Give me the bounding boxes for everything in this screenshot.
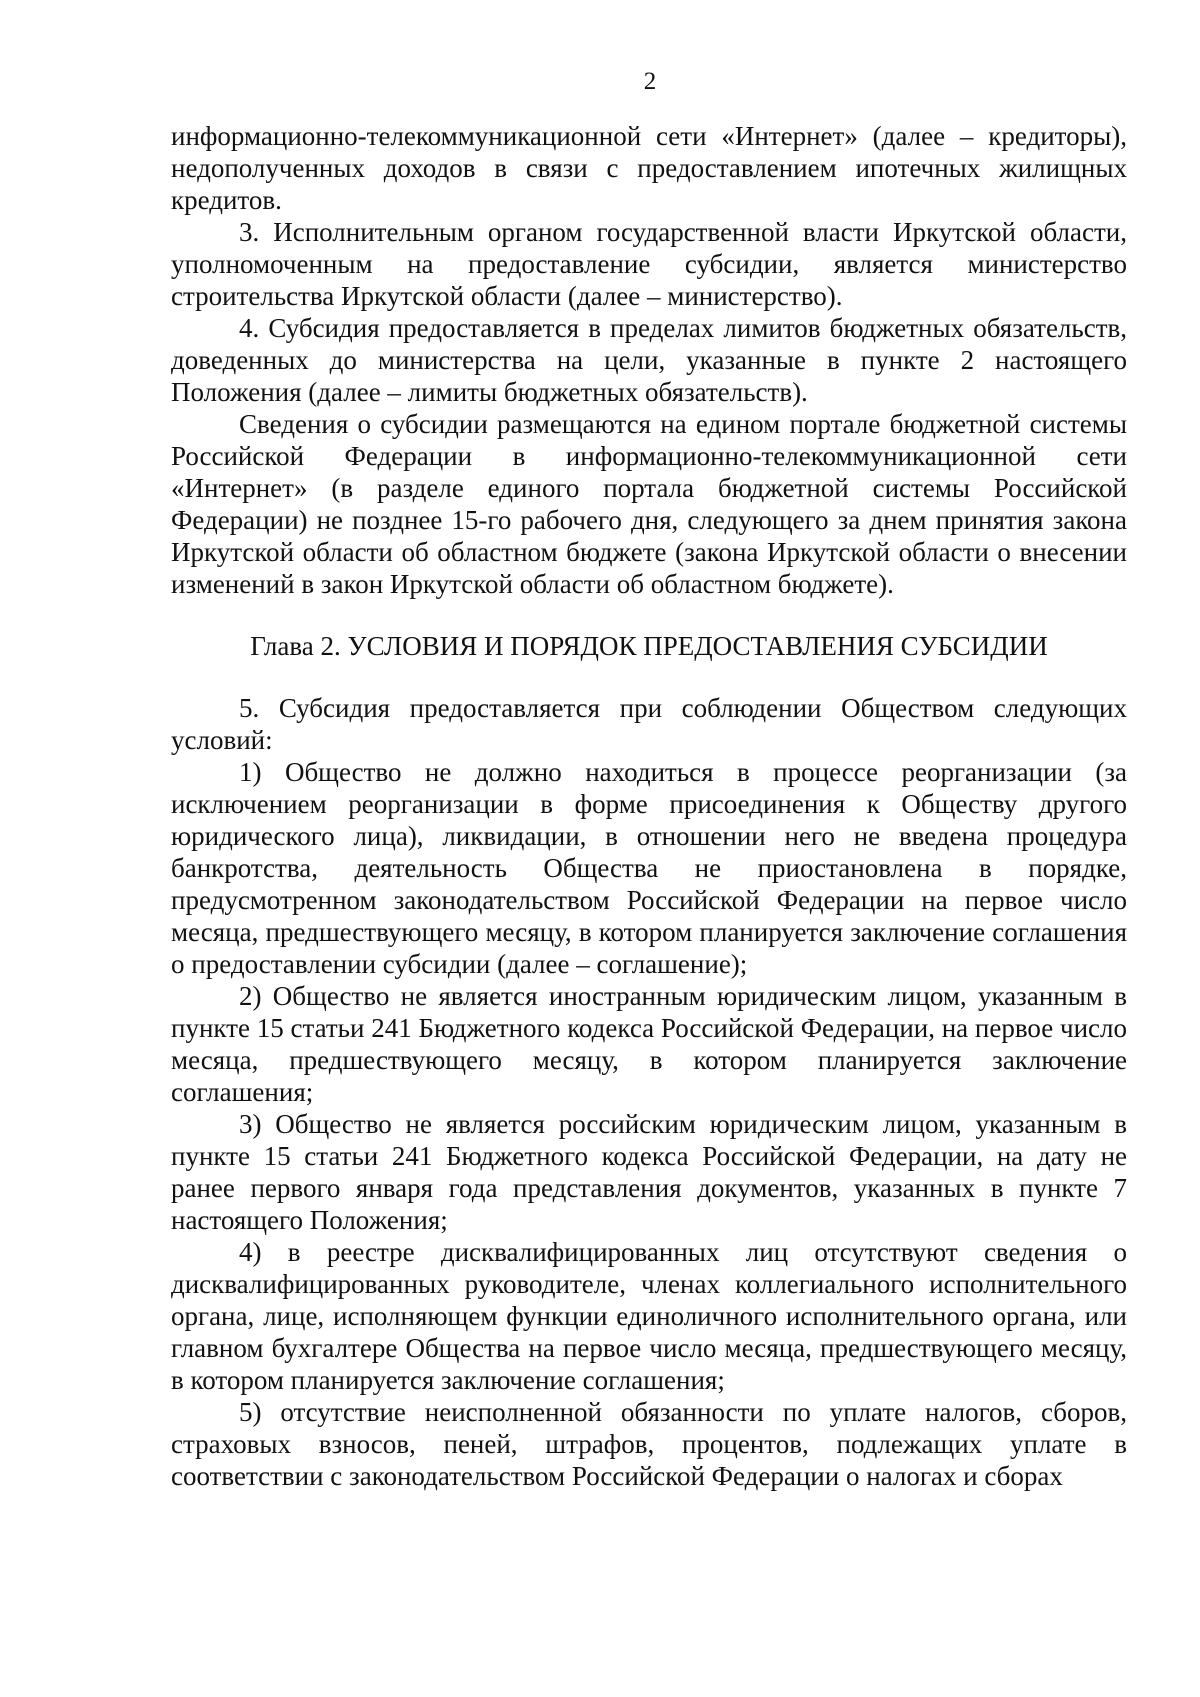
paragraph-condition-3: 3) Общество не является российским юридическим лицом, указанным в пункте 15 статьи 241 Бюджетного кодекса Российской Федерации, на дату не ранее первого января года представления документов, указанных в пункте 7 настоящего Положения;	[171, 1109, 1127, 1235]
paragraph-condition-5: 5) отсутствие неисполненной обязанности по уплате налогов, сборов, страховых взносов, пеней, штрафов, процентов, подлежащих уплате в соответствии с законодательством Российской Федерации о налогах и сборах	[171, 1397, 1127, 1491]
page-number: 2	[643, 68, 657, 95]
paragraph-item-5: 5. Субсидия предоставляется при соблюдении Обществом следующих условий:	[171, 693, 1127, 755]
chapter-heading: Глава 2. УСЛОВИЯ И ПОРЯДОК ПРЕДОСТАВЛЕНИЯ СУБСИДИИ	[250, 631, 1048, 661]
paragraph-subsidy-info: Сведения о субсидии размещаются на едином портале бюджетной системы Российской Федерации в информационно-телекоммуникационной сети «Интернет» (в разделе единого портала бюджетной системы Российской Федерации) не позднее 15-го рабочего дня, следующего за днем принятия закона Иркутской области об областном бюджете (закона Иркутской области о внесении изменений в закон Иркутской области об областном бюджете).	[171, 409, 1127, 599]
paragraph-condition-2: 2) Общество не является иностранным юридическим лицом, указанным в пункте 15 статьи 241 Бюджетного кодекса Российской Федерации, на первое число месяца, предшествующего месяцу, в котором планируется заключение соглашения;	[171, 981, 1127, 1107]
paragraph-condition-4: 4) в реестре дисквалифицированных лиц отсутствуют сведения о дисквалифицированных руководителе, членах коллегиального исполнительного органа, лице, исполняющем функции единоличного исполнительного органа, или главном бухгалтере Общества на первое число месяца, предшествующего месяцу, в котором планируется заключение соглашения;	[171, 1237, 1127, 1395]
document-body	[171, 120, 1127, 1492]
paragraph-item-4: 4. Субсидия предоставляется в пределах лимитов бюджетных обязательств, доведенных до министерства на цели, указанные в пункте 2 настоящего Положения (далее – лимиты бюджетных обязательств).	[171, 313, 1127, 407]
paragraph-item-3: 3. Исполнительным органом государственной власти Иркутской области, уполномоченным на предоставление субсидии, является министерство строительства Иркутской области (далее – министерство).	[171, 217, 1127, 311]
paragraph-continuation: информационно-телекоммуникационной сети «Интернет» (далее – кредиторы), недополученных доходов в связи с предоставлением ипотечных жилищных кредитов.	[171, 121, 1127, 215]
paragraph-condition-1: 1) Общество не должно находиться в процессе реорганизации (за исключением реорганизации в форме присоединения к Обществу другого юридического лица), ликвидации, в отношении него не введена процедура банкротства, деятельность Общества не приостановлена в порядке, предусмотренном законодательством Российской Федерации на первое число месяца, предшествующего месяцу, в котором планируется заключение соглашения о предоставлении субсидии (далее – соглашение);	[171, 757, 1127, 979]
